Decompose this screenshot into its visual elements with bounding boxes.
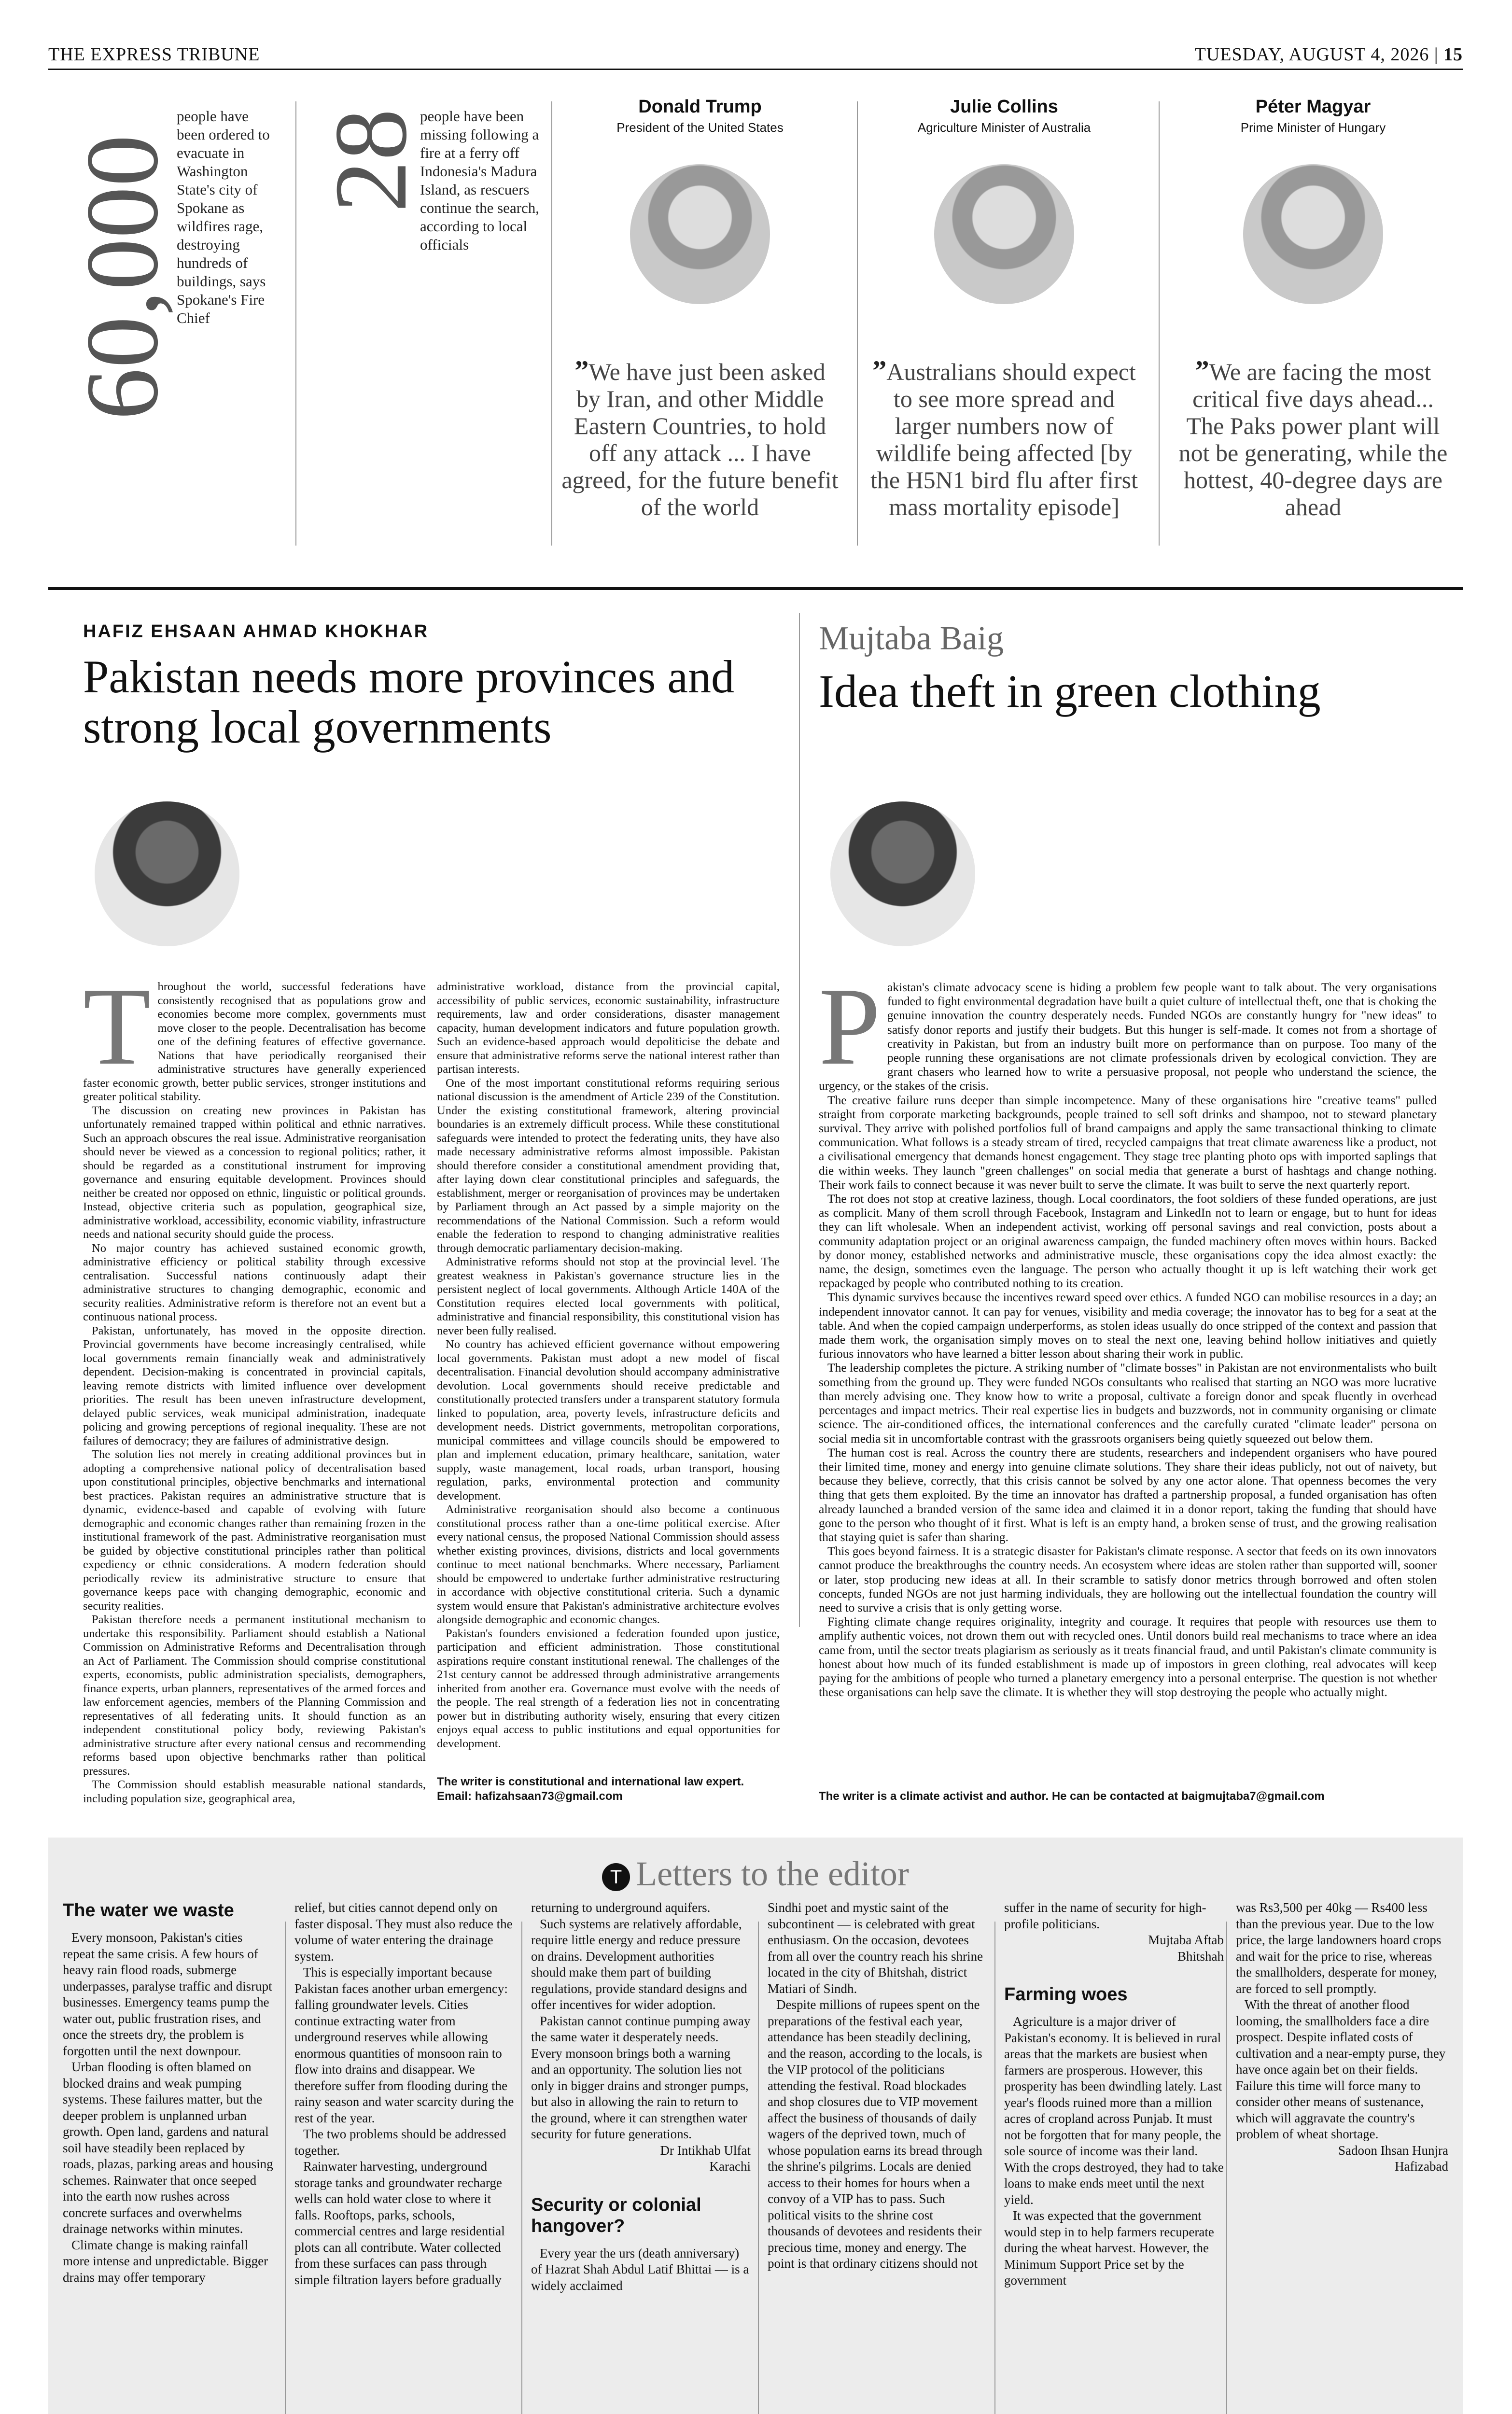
letters-divider <box>758 1922 759 2414</box>
paragraph: Administrative reorganisation should also become a continuous constitutional process rather than a one-time political exercise. After every national census, the proposed National Commission should assess whether existing provinces, divisions, districts and local governments continue to meet national benchmarks. Where necessary, Parliament should be empowered to undertake further administrative restructuring in accordance with objective constitutional criteria. Such a dynamic system would ensure that Pakistan's administrative architecture evolves alongside demographic and economic changes. <box>437 1503 780 1626</box>
paragraph: returning to underground aquifers. <box>531 1900 711 1915</box>
quote-mark-icon: ” <box>574 355 589 386</box>
paragraph: No major country has achieved sustained economic growth, administrative efficiency or political stability through excessive centralisation. Successful nations continuously adapt their administrative structures to changing demographic, economic and security realities. Administrative reform is therefore not an event but a continuous national process. <box>83 1241 426 1323</box>
paragraph: The leadership completes the picture. A striking number of "climate bosses" in Pakistan are not environmentalists who built something from the ground up. They were funded NGOs consultants who realised that starting an NGO was more lucrative than merely advising one. They know how to write a proposal, cultivate a foreign donor and speak fluently in overhead percentages and impact metrics. Their real expertise lies in budgets and buzzwords, not in community organising or climate science. The air-conditioned offices, the international conferences and the carefully curated "climate leader" persona on social media sit in uncomfortable contrast with the grassroots organisers being quietly squeezed out below them. <box>819 1361 1437 1446</box>
paragraph: Pakistan's founders envisioned a federation founded upon justice, participation and efficient administration. Those constitutional aspirations require constant institutional renewal. The challenges of the 21st century cannot be addressed through administrative arrangements inherited from another era. Governance must evolve with the needs of the people. The real strength of a federation lies not in concentrating power but in distributing authority wisely, ensuring that every citizen enjoys equal access to public institutions and equal opportunities for development. <box>437 1627 780 1750</box>
paragraph: Such systems are relatively affordable, require little energy and reduce pressure on drains. Development authorities should make them part of building regulations, provide standard designs and offer incentives for wider adoption. <box>531 1916 747 2012</box>
stat-number-1: 60,000 <box>64 134 180 420</box>
article1-headline: Pakistan needs more provinces and strong local governments <box>83 651 734 753</box>
letter-title: The water we waste <box>63 1900 234 1921</box>
paragraph: It was expected that the government would step in to help farmers recuperate during the wheat harvest. However, the Minimum Support Price set by the government <box>1004 2208 1214 2288</box>
tribune-logo-icon: T <box>602 1863 630 1891</box>
letters-column-6 <box>1236 1900 1448 2175</box>
paragraph: This is especially important because Pakistan faces another urban emergency: falling groundwater levels. Cities continue extracting water from underground reserves while allowing enormous quantities of monsoon rain to flow into drains and disappear. We therefore suffer from flooding during the rainy season and water scarcity during the rest of the year. <box>294 1965 514 2125</box>
paragraph: One of the most important constitutional reforms requiring serious national discussion is the amendment of Article 239 of the Constitution. Under the existing constitutional framework, altering provincial boundaries is an extremely difficult process. While these constitutional safeguards were intended to protect the federating units, they have also made necessary administrative reforms almost impossible. Pakistan should therefore consider a constitutional amendment providing that, after laying down clear constitutional principles and safeguards, the establishment, merger or reorganisation of provinces may be undertaken by Parliament through an Act passed by a simple majority on the recommendations of the National Commission. Such a reform would enable the federation to respond to changing administrative realities through democratic parliamentary decision-making. <box>437 1076 780 1255</box>
section-rule <box>48 587 1463 590</box>
paragraph: Rainwater harvesting, underground storage tanks and groundwater recharge wells can hold water close to where it falls. Rooftops, parks, schools, commercial centres and large residential plots can all contribute. Water collected from these surfaces can pass through simple filtration layers before gradually <box>294 2159 505 2287</box>
stat-divider-1 <box>295 101 296 546</box>
paragraph: The solution lies not merely in creating additional provinces but in adopting a comprehensive national policy of decentralisation based upon constitutional principles, objective benchmarks and international best practices. Pakistan requires an administrative structure that is dynamic, evidence-based and capable of evolving with future demographic and economic changes rather than remaining frozen in the institutional framework of the past. Administrative reorganisation must be guided by objective constitutional principles rather than political expediency or ethnic considerations. A modern federation should periodically review its administrative structure to ensure that governance keeps pace with changing demographic, economic and security realities. <box>83 1448 426 1613</box>
paragraph: akistan's climate advocacy scene is hiding a problem few people want to talk about. The very organisations funded to fight environmental degradation have built a quiet culture of intellectual theft, one that is choking the genuine innovation the country desperately needs. Funded NGOs are constantly hungry for "new ideas" to satisfy donor reports and justify their budgets. But this hunger is self-made. It comes not from a shortage of creativity in Pakistan, but from an industry built more on performance than on purpose. Too many of the people running these organisations are not climate professionals driven by ecological conviction. They are grant chasers who learned how to write a persuasive proposal, not people who understand the science, the urgency, or the stakes of the crisis. <box>819 980 1437 1093</box>
letter-signature: Sadoon Ihsan Hunjra <box>1338 2143 1448 2158</box>
column-divider <box>799 613 800 1627</box>
letters-column-1 <box>63 1900 275 2286</box>
quote-trump <box>560 97 840 520</box>
paragraph: The creative failure runs deeper than simple incompetence. Many of these organisations hire "creative teams" pulled straight from corporate marketing backgrounds, people trained to sell soft drinks and shampoo, not to steward planetary survival. They arrive with polished portfolios full of brand campaigns and apply the same transactional thinking to climate communication. What follows is a steady stream of tired, recycled campaigns that treat climate awareness like a product, not a civilisational emergency that demands honest engagement. They stage tree planting photo ops with imported saplings that die within weeks. They launch "green challenges" on social media that generate a burst of hashtags and change nothing. Their work fails to connect because it was never built to serve the climate. It was built to serve the next quarterly report. <box>819 1093 1437 1192</box>
letter-title: Farming woes <box>1004 1984 1128 2005</box>
quote-role: Agriculture Minister of Australia <box>917 120 1091 135</box>
paragraph: Urban flooding is often blamed on blocked drains and weak pumping systems. These failures matter, but the deeper problem is unplanned urban growth. Open land, gardens and natural soil have steadily been replaced by roads, plazas, parking areas and housing schemes. Rainwater that once seeped into the earth now rushes across concrete surfaces and overwhelms drainage networks within minutes. <box>63 2060 273 2236</box>
portrait-photo <box>1243 164 1383 304</box>
article2-author: Mujtaba Baig <box>819 620 1004 657</box>
letters-column-5 <box>1004 1900 1224 2289</box>
stat-number-2: 28 <box>313 109 428 212</box>
letter-signature: Dr Intikhab Ulfat <box>660 2143 751 2158</box>
paragraph: Every year the urs (death anniversary) of Hazrat Shah Abdul Latif Bhittai — is a widely acclaimed <box>531 2246 749 2293</box>
paragraph: This dynamic survives because the incentives reward speed over ethics. A funded NGO can mobilise resources in a day; an independent innovator cannot. It can pay for venues, visibility and media coverage; the innovator has to beg for a seat at the table. And when the copied campaign underperforms, as stolen ideas usually do once stripped of the context and passion that made them work, the organisation simply moves on to steal the next one, leaving behind hollow initiatives and quietly furious innovators who have learned a bitter lesson about sharing their work in public. <box>819 1290 1437 1361</box>
date-line: TUESDAY, AUGUST 4, 2026 | 15 <box>1194 44 1463 65</box>
paragraph: With the threat of another flood looming, the smallholders face a dire prospect. Despite inflated costs of cultivation and a near-empty purse, they have once again bet on their fields. Failure this time will force many to consider other means of sustenance, which will aggravate the country's problem of wheat shortage. <box>1236 1997 1446 2141</box>
issue-date: TUESDAY, AUGUST 4, 2026 <box>1194 44 1429 65</box>
quote-name: Julie Collins <box>950 97 1058 117</box>
quote-divider-1 <box>857 101 858 546</box>
letters-divider <box>1226 1922 1227 2414</box>
quote-magyar <box>1173 97 1453 520</box>
stat-text-1: people have been ordered to evacuate in Washington State's city of Spokane as wildfires rage, destroying hundreds of buildings, says Spokane's Fire Chief <box>177 108 270 326</box>
quote-mark-icon: ” <box>872 355 887 386</box>
letters-divider <box>285 1922 286 2414</box>
letter-title: Security or colonial hangover? <box>531 2194 701 2236</box>
article1-dropcap: T <box>83 965 151 1088</box>
quote-collins <box>864 97 1144 520</box>
paragraph: The two problems should be addressed together. <box>294 2127 506 2158</box>
quote-role: President of the United States <box>616 120 784 135</box>
article1-writer-note <box>437 1775 784 1804</box>
article2-headline: Idea theft in green clothing <box>819 665 1321 717</box>
paragraph: Agriculture is a major driver of Pakistan's economy. It is believed in rural areas that the markets are busiest when farmers are prosperous. However, this prosperity has been dwindling lately. Last year's floods ruined more than a million acres of cropland across Punjab. It must not be forgotten that for many people, the sole source of income was their land. With the crops destroyed, they had to take loans to make ends meet until the next yield. <box>1004 2014 1224 2207</box>
article1-author-photo <box>95 801 239 946</box>
paragraph: Pakistan therefore needs a permanent institutional mechanism to undertake this responsibility. Parliament should establish a National Commission on Administrative Reforms and Decentralisation through an Act of Parliament. The Commission should comprise constitutional experts, economists, public administration specialists, demographers, finance experts, urban planners, representatives of the armed forces and law enforcement agencies, members of the Planning Commission and representatives of all federating units. It should function as an independent constitutional policy body, reviewing Pakistan's administrative structure after every national census and recommending reforms based upon objective benchmarks rather than political pressures. <box>83 1613 426 1778</box>
article2-author-photo <box>830 801 975 946</box>
paragraph: Sindhi poet and mystic saint of the subcontinent — is celebrated with great enthusiasm. On the occasion, devotees from all over the country reach his shrine located in the city of Bhitshah, district Matiari of Sindh. <box>768 1900 983 1996</box>
paragraph: Pakistan cannot continue pumping away the same water it desperately needs. Every monsoon brings both a warning and an opportunity. The solution lies not only in bigger drains and stronger pumps, but also in allowing the rain to return to the ground, where it can strengthen water security for future generations. <box>531 2013 751 2141</box>
paragraph: suffer in the name of security for high-profile politicians. <box>1004 1900 1206 1931</box>
quote-name: Péter Magyar <box>1255 97 1371 117</box>
letters-divider <box>521 1922 522 2414</box>
letters-heading: Letters to the editor <box>636 1854 909 1893</box>
paragraph: hroughout the world, successful federations have consistently recognised that as populations grow and economies become more complex, governments must move closer to the people. Decentralisation has become one of the defining features of effective governance. Nations that have periodically reorganised their administrative structures have generally experienced faster economic growth, better public services, stronger institutions and greater political stability. <box>83 980 426 1103</box>
letters-title <box>48 1854 1463 1894</box>
letters-divider <box>994 1922 995 2414</box>
quote-divider-2 <box>1159 101 1160 546</box>
paragraph: administrative workload, distance from the provincial capital, accessibility of public services, economic sustainability, infrastructure requirements, law and order considerations, disaster management capacity, human development indicators and future population growth. Such an evidence-based approach would depoliticise the debate and ensure that administrative reforms serve the national interest rather than partisan interests. <box>437 980 780 1076</box>
letter-signature: Mujtaba Aftab <box>1148 1933 1224 1947</box>
quote-mark-icon: ” <box>1195 355 1209 386</box>
letters-column-2 <box>294 1900 514 2288</box>
masthead-rule <box>48 69 1463 70</box>
paragraph: No country has achieved efficient governance without empowering local governments. Pakistan must adopt a new model of fiscal decentralisation. Financial devolution should accompany administrative devolution. Local governments should receive predictable and constitutionally protected transfers under a transparent statutory formula linked to population, area, poverty levels, infrastructure deficits and development needs. District governments, metropolitan corporations, municipal committees and village councils should be empowered to plan and implement education, primary healthcare, sanitation, water supply, waste management, local roads, urban transport, housing regulation, parks, environmental protection and community development. <box>437 1338 780 1502</box>
writer-credit: The writer is constitutional and international law expert. <box>437 1775 744 1788</box>
paragraph: Pakistan, unfortunately, has moved in the opposite direction. Provincial governments have become increasingly centralised, while local governments remain financially weak and administratively dependent. Decision-making is concentrated in provincial capitals, leaving remote districts with limited influence over development priorities. The result has been uneven infrastructure development, delayed public services, weak municipal administration, inadequate policing and growing perceptions of regional inequality. These are not failures of democracy; they are failures of administrative design. <box>83 1324 426 1447</box>
stat-divider-2 <box>551 101 552 546</box>
quote-role: Prime Minister of Hungary <box>1240 120 1386 135</box>
paper-name: THE EXPRESS TRIBUNE <box>48 44 260 65</box>
letter-city: Hafizabad <box>1395 2159 1448 2174</box>
letters-column-3 <box>531 1900 751 2294</box>
letter-city: Bhitshah <box>1177 1949 1224 1964</box>
stat-text-2: people have been missing following a fire at a ferry off Indonesia's Madura Island, as rescuers continue the search, according to local officials <box>420 108 540 253</box>
paragraph: The discussion on creating new provinces in Pakistan has unfortunately remained trapped within political and ethnic narratives. Such an approach obscures the real issue. Administrative reorganisation should never be viewed as a concession to regional politics; rather, it should be regarded as a constitutional instrument for improving governance and ensuring equitable development. Provinces should neither be created nor opposed on ethnic, linguistic or political grounds. Instead, objective criteria such as population, geographical size, administrative workload, accessibility, economic viability, infrastructure needs and national security should guide the process. <box>83 1104 426 1241</box>
quote-name: Donald Trump <box>638 97 762 117</box>
quote-text: We have just been asked by Iran, and other Middle Eastern Countries, to hold off any attack ... I have agreed, for the future benefit of the world <box>561 358 839 520</box>
paragraph: The human cost is real. Across the country there are students, researchers and independent organisers who have poured their limited time, money and energy into genuine climate solutions. They share their ideas publicly, not out of naivety, but because they believe, correctly, that this crisis cannot be solved by any one actor alone. That openness becomes the very thing that gets them exploited. By the time an innovator has drafted a partnership proposal, a funded organisation has often already launched a branded version of the same idea and claimed it in a donor report, taking the funding that should have gone to the person who thought of it first. What is left is an empty hand, a broken sense of trust, and the growing realisation that staying quiet is safer than sharing. <box>819 1445 1437 1544</box>
portrait-photo <box>934 164 1074 304</box>
page-number: 15 <box>1443 44 1463 65</box>
article2-dropcap: P <box>819 965 881 1088</box>
article1-author: HAFIZ EHSAAN AHMAD KHOKHAR <box>83 621 429 642</box>
article1-column-2 <box>437 980 780 1751</box>
paragraph: The rot does not stop at creative laziness, though. Local coordinators, the foot soldiers of these funded operations, are just as complicit. Many of them scroll through Facebook, Instagram and LinkedIn not to learn or engage, but to hunt for ideas they can lift wholesale. When an independent activist, working off personal savings and real conviction, posts about a community adaptation project or an original awareness campaign, the funded machinery often moves within hours. Backed by donor money, established networks and administrative muscle, these organisations copy the idea almost exactly: the name, the design, sometimes even the language. The person who actually thought it up is left watching their work get repackaged by people who contributed nothing to its creation. <box>819 1192 1437 1291</box>
quote-text: Australians should expect to see more spread and larger numbers now of wildlife being affected [by the H5N1 bird flu after first mass mortality episode] <box>870 358 1138 520</box>
article2-body <box>819 965 1437 1699</box>
letters-column-4 <box>768 1900 987 2272</box>
paragraph: was Rs3,500 per 40kg — Rs400 less than the previous year. Due to the low price, the large landowners hoard crops and wait for the price to rise, whereas the smallholders, desperate for money, are forced to sell promptly. <box>1236 1900 1442 1996</box>
paragraph: Climate change is making rainfall more intense and unpredictable. Bigger drains may offer temporary <box>63 2237 268 2285</box>
portrait-photo <box>630 164 770 304</box>
paragraph: Despite millions of rupees spent on the preparations of the festival each year, attendance has been steadily declining, and the reason, according to the locals, is the VIP protocol of the politicians attending the festival. Road blockades and shop closures due to VIP movement affect the business of thousands of daily wagers of the deprived town, much of whose population earns its bread through the shrine's pilgrims. Locals are denied access to their homes for hours when a convoy of a VIP has to pass. Such political visits to the shrine cost thousands of devotees and residents their precious time, money and energy. The point is that ordinary citizens should not <box>768 1997 982 2271</box>
paragraph: relief, but cities cannot depend only on faster disposal. They must also reduce the volume of water entering the drainage system. <box>294 1900 513 1964</box>
letter-city: Karachi <box>709 2159 751 2174</box>
paragraph: Every monsoon, Pakistan's cities repeat the same crisis. A few hours of heavy rain flood roads, submerge underpasses, paralyse traffic and disrupt businesses. Emergency teams pump the water out, public frustration rises, and once the streets dry, the problem is forgotten until the next downpour. <box>63 1930 272 2058</box>
masthead <box>48 42 1463 67</box>
paragraph: Administrative reforms should not stop at the provincial level. The greatest weakness in Pakistan's governance structure lies in the persistent neglect of local governments. Although Article 140A of the Constitution requires elected local governments with political, administrative and financial responsibility, this constitutional vision has never been fully realised. <box>437 1255 780 1337</box>
article1-column-1 <box>83 965 426 1806</box>
article2-writer-note: The writer is a climate activist and author. He can be contacted at baigmujtaba7@gmail.com <box>819 1790 1325 1803</box>
paragraph: The Commission should establish measurable national standards, including population size, geographical area, <box>83 1778 426 1805</box>
quote-text: We are facing the most critical five days ahead... The Paks power plant will not be generating, while the hottest, 40-degree days are ahead <box>1178 358 1448 520</box>
writer-email: Email: hafizahsaan73@gmail.com <box>437 1790 623 1803</box>
paragraph: This goes beyond fairness. It is a strategic disaster for Pakistan's climate response. A sector that feeds on its own innovators cannot produce the breakthroughs the country needs. An ecosystem where ideas are stolen rather than supported will, sooner or later, stop producing new ideas at all. In their scramble to satisfy donor metrics through borrowed and often stolen concepts, funded NGOs are not just harming individuals, they are hollowing out the intellectual foundation the country will need to survive a crisis that is only getting worse. <box>819 1544 1437 1614</box>
paragraph: Fighting climate change requires originality, integrity and courage. It requires that people with resources use them to amplify authentic voices, not drown them out with recycled ones. Until donors build real mechanisms to trace where an idea came from, until the sector treats plagiarism as seriously as it treats financial fraud, and until Pakistan's climate community is honest about how much of its funded establishment is made up of impostors in green clothing, real advocates will keep paying for the ambitions of people who turned a planetary emergency into a personal enterprise. The question is not whether these organisations can help save the climate. It is whether they will stop destroying the people who actually might. <box>819 1614 1437 1699</box>
